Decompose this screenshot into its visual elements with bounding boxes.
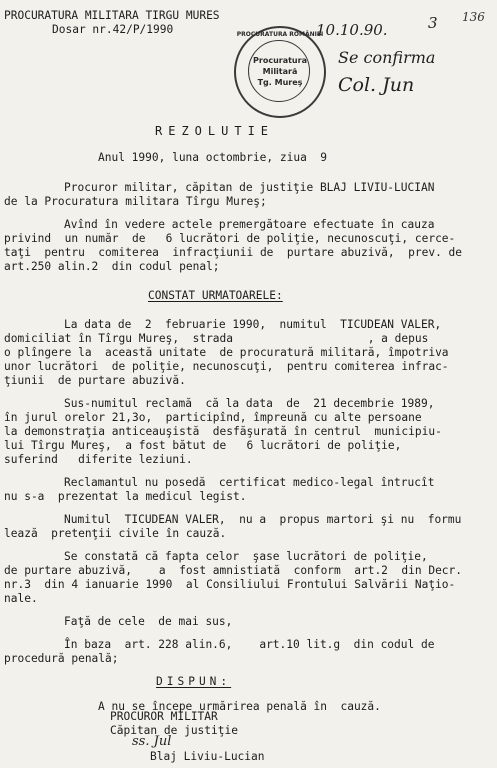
para5-line: nr.3 din 4 ianuarie 1990 al Consiliului Frontului Salvării Naţio- <box>4 578 456 591</box>
date-line: Anul 1990, luna octombrie, ziua 9 <box>98 151 328 164</box>
para2-line: în jurul orelor 21,3o, participînd, împreună cu alte persoane <box>4 411 422 424</box>
decision-line: A nu se începe urmărirea penală în cauză. <box>98 700 381 713</box>
para5-line: Se constată că fapta celor şase lucrători de poliţie, <box>64 550 428 563</box>
intro-line: de la Procuratura militara Tîrgu Mureş; <box>4 195 267 208</box>
para4-line: Numitul TICUDEAN VALER, nu a propus martori şi nu formu <box>64 513 462 526</box>
signature-name: Blaj Liviu-Lucian <box>150 750 265 763</box>
para6-line: Faţă de cele de mai sus, <box>64 615 233 628</box>
para1-line: ţiunii de purtare abuzivă. <box>4 374 186 387</box>
heading-dispun: DISPUN: <box>156 675 232 688</box>
para1-line: La data de 2 februarie 1990, numitul TICUDEAN VALER, <box>64 318 442 331</box>
signature-mark: ss. Jul <box>132 734 172 749</box>
document-title: REZOLUTIE <box>155 124 275 138</box>
intro-line: Procuror militar, căpitan de justiţie BLAJ LIVIU-LUCIAN <box>64 181 435 194</box>
para3-line: nu s-a prezentat la medicul legist. <box>4 490 247 503</box>
para4-line: lează pretenţii civile în cauză. <box>4 527 227 540</box>
considering-line: taţi pentru comiterea infracţiunii de purtare abuzivă, prev. de <box>4 246 463 259</box>
para7-line: procedură penală; <box>4 652 119 665</box>
para2-line: la demonstraţia anticeauşistă desfăşurată în centrul municipiu- <box>4 425 442 438</box>
office-header: PROCURATURA MILITARA TIRGU MURES <box>4 9 220 22</box>
handwritten-note: Se confirma <box>338 48 436 67</box>
considering-line: art.250 alin.2 din codul penal; <box>4 260 220 273</box>
para1-line: o plîngere la această unitate de procuratură militară, împotriva <box>4 346 449 359</box>
considering-line: privind un număr de 6 lucrători de poliţie, necunoscuţi, cerce- <box>4 232 456 245</box>
para5-line: de purtare abuzivă, a fost amnistiată conform art.2 din Decr. <box>4 564 463 577</box>
para3-line: Reclamantul nu posedă certificat medico-legal întrucît <box>64 476 435 489</box>
para2-line: lui Tîrgu Mureş, a fost bătut de 6 lucrători de poliţie, <box>4 439 402 452</box>
signature-rank: Căpitan de justiţie <box>110 724 238 737</box>
page-number: 136 <box>462 10 485 24</box>
dosar-number: Dosar nr.42/P/1990 <box>52 23 174 36</box>
para1-line: domiciliat în Tîrgu Mureş, strada , a depus <box>4 332 429 345</box>
signature-role: PROCUROR MILITAR <box>110 710 218 723</box>
heading-constat: CONSTAT URMATOARELE: <box>148 289 283 302</box>
para5-line: nale. <box>4 592 38 605</box>
para2-line: Sus-numitul reclamă că la data de 21 decembrie 1989, <box>64 397 435 410</box>
para7-line: În baza art. 228 alin.6, art.10 lit.g din codul de <box>64 638 435 651</box>
handwritten-date: 10.10.90. <box>316 21 388 39</box>
para1-line: unor lucrători de poliţie, necunoscuţi, pentru comiterea infrac- <box>4 360 449 373</box>
official-stamp: PROCURATURA ROMÂNIEI Procuratura Militară Tg. Mureş <box>234 26 326 118</box>
handwritten-mark: 3 <box>428 14 438 32</box>
considering-line: Avînd în vedere actele premergătoare efectuate în cauza <box>64 218 435 231</box>
para2-line: suferind diferite leziuni. <box>4 453 193 466</box>
handwritten-initials: Col. Jun <box>338 74 415 96</box>
